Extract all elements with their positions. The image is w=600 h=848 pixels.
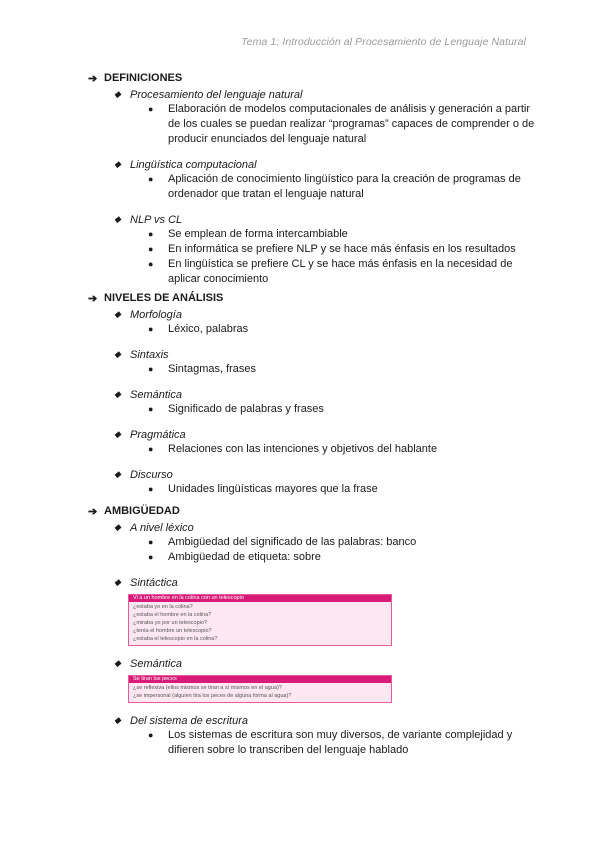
list-item: ● Significado de palabras y frases [148,403,324,415]
section-title: AMBIGÜEDAD [104,505,180,517]
example-line: ¿se impersonal (alguien tira los peces de alguna forma al agua)? [133,693,292,699]
subsection [114,467,538,497]
list-item: ● Aplicación de conocimiento lingüístico para la creación de programas de ordenador que tratan el lenguaje natural [148,173,521,200]
example-line: ¿estaba el telescopio en la colina? [133,636,218,642]
diamond-icon: ◆ [114,658,121,668]
section-title: NIVELES DE ANÁLISIS [104,292,224,304]
subsection-title: Sintáctica [130,576,178,589]
section-ambiguedad [88,503,538,758]
diamond-icon: ◆ [114,309,121,319]
list-item: ● Ambigüedad del significado de las palabras: banco [148,536,417,548]
example-box-title: Se tiran los peces [129,676,391,683]
section-title: DEFINICIONES [104,72,183,84]
subsection [114,212,538,287]
subsection [114,520,538,565]
subsection-title: Semántica [130,388,182,401]
subsection-title: Pragmática [130,428,186,441]
diamond-icon: ◆ [114,715,121,725]
bullet-icon: ● [148,174,154,184]
diamond-icon: ◆ [114,389,121,399]
bullet-icon: ● [148,730,154,740]
diamond-icon: ◆ [114,522,121,532]
subsection-title: Semántica [130,657,182,670]
list-item: ● Léxico, palabras [148,323,249,335]
bullet-icon: ● [148,552,154,562]
list-item: ● Relaciones con las intenciones y objetivos del hablante [148,443,438,455]
list-item: ● Elaboración de modelos computacionales de análisis y generación a partir de los cuales se puedan realizar “programas” capaces de comprender o de producir enunciados del lenguaje natural [148,103,535,145]
subsection-title: Del sistema de escritura [130,714,248,727]
arrow-icon: ➔ [88,292,98,305]
arrow-icon: ➔ [88,72,98,85]
bullet-icon: ● [148,244,154,254]
arrow-icon: ➔ [88,505,98,518]
example-line: ¿miraba yo por un telescopio? [133,620,207,626]
diamond-icon: ◆ [114,469,121,479]
list-item: ● Sintagmas, frases [148,363,257,375]
subsection [114,713,538,758]
subsection [114,347,538,377]
example-line: ¿estaba yo en la colina? [133,604,193,610]
diamond-icon: ◆ [114,214,121,224]
subsection-title: NLP vs CL [130,213,183,226]
bullet-icon: ● [148,404,154,414]
page-header: Tema 1: Introducción al Procesamiento de Lenguaje Natural [241,36,526,48]
subsection-title: Discurso [130,468,173,481]
bullet-icon: ● [148,324,154,334]
subsection-title: Morfología [130,308,182,321]
bullet-icon: ● [148,104,154,114]
subsection-title: Procesamiento del lenguaje natural [130,88,303,101]
subsection [114,656,538,703]
list-item: ● En lingüística se prefiere CL y se hace más énfasis en la necesidad de aplicar conocimiento [148,258,513,285]
list-item: ● Unidades lingüísticas mayores que la frase [148,483,378,495]
document-body [88,70,538,768]
bullet-icon: ● [148,537,154,547]
section-niveles [88,290,538,497]
subsection-title: A nivel léxico [130,521,194,534]
diamond-icon: ◆ [114,89,121,99]
subsection [114,387,538,417]
example-line: ¿tenía el hombre un telescopio? [133,628,212,634]
bullet-icon: ● [148,364,154,374]
diamond-icon: ◆ [114,349,121,359]
subsection [114,87,538,147]
bullet-icon: ● [148,444,154,454]
subsection [114,157,538,202]
example-box [128,675,392,703]
bullet-icon: ● [148,259,154,269]
list-item: ● Los sistemas de escritura son muy diversos, de variante complejidad y difieren sobre lo transcriben del lenguaje hablado [148,729,513,756]
subsection-title: Lingüística computacional [130,158,257,171]
bullet-icon: ● [148,229,154,239]
list-item: ● En informática se prefiere NLP y se hace más énfasis en los resultados [148,243,516,255]
diamond-icon: ◆ [114,429,121,439]
subsection [114,427,538,457]
example-box [128,594,392,646]
subsection [114,575,538,646]
subsection [114,307,538,337]
example-line: ¿se reflexiva (ellos mismos se tiran a sí mismos en el agua)? [133,685,282,691]
list-item: ● Ambigüedad de etiqueta: sobre [148,551,321,563]
diamond-icon: ◆ [114,159,121,169]
bullet-icon: ● [148,484,154,494]
example-box-title: Vi a un hombre en la colina con un telescopio [129,595,391,602]
diamond-icon: ◆ [114,577,121,587]
list-item: ● Se emplean de forma intercambiable [148,228,348,240]
example-line: ¿estaba el hombre en la colina? [133,612,212,618]
subsection-title: Sintaxis [130,348,169,361]
section-definiciones [88,70,538,287]
